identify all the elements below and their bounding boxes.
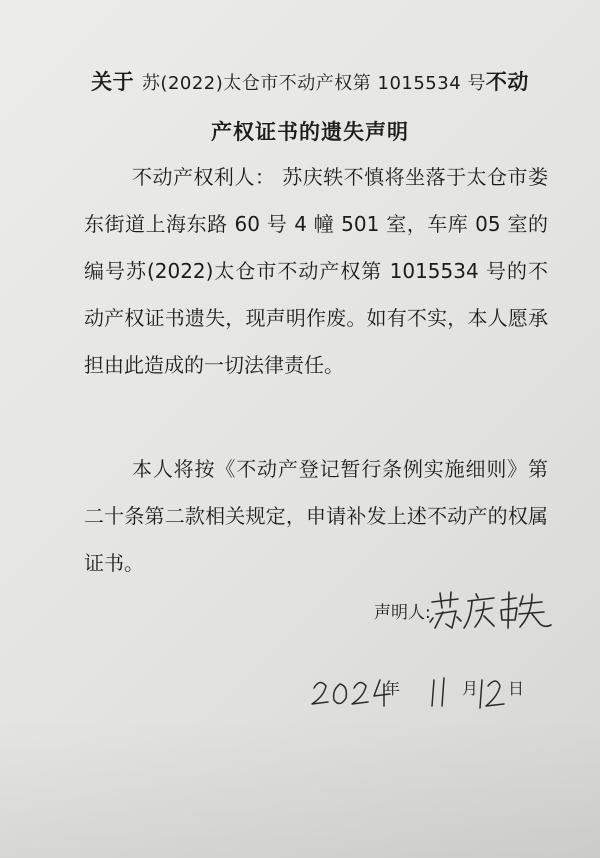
declarant-label: 声明人: <box>374 603 431 623</box>
page-shadow <box>0 718 600 858</box>
title-prefix: 关于 <box>91 70 142 94</box>
date-month-unit: 月 <box>462 679 479 698</box>
handwritten-signature <box>424 584 554 634</box>
reissue-request-paragraph: 本人将按《不动产登记暂行条例实施细则》第二十条第二款相关规定，申请补发上述不动产的权属证书。 <box>84 457 548 575</box>
date-day-unit: 日 <box>508 679 525 698</box>
title-suffix: 不动 <box>485 70 529 94</box>
document-title-line-1 <box>40 66 580 96</box>
certificate-number: 苏(2022)太仓市不动产权第 1015534 号 <box>141 73 486 94</box>
date-year-unit: 年 <box>384 679 401 698</box>
statement-paragraph: 不动产权利人： 苏庆轶不慎将坐落于太仓市娄东街道上海东路 60 号 4 幢 501 室，车库 05 室的编号苏(2022)太仓市不动产权第 1015534 号的不动产权证书遗失，现声明作废。如有不实，本人愿承担由此造成的一切法律责任。 <box>84 165 548 377</box>
handwritten-date <box>300 666 540 716</box>
document-title-line-2: 产权证书的遗失声明 <box>211 120 409 144</box>
